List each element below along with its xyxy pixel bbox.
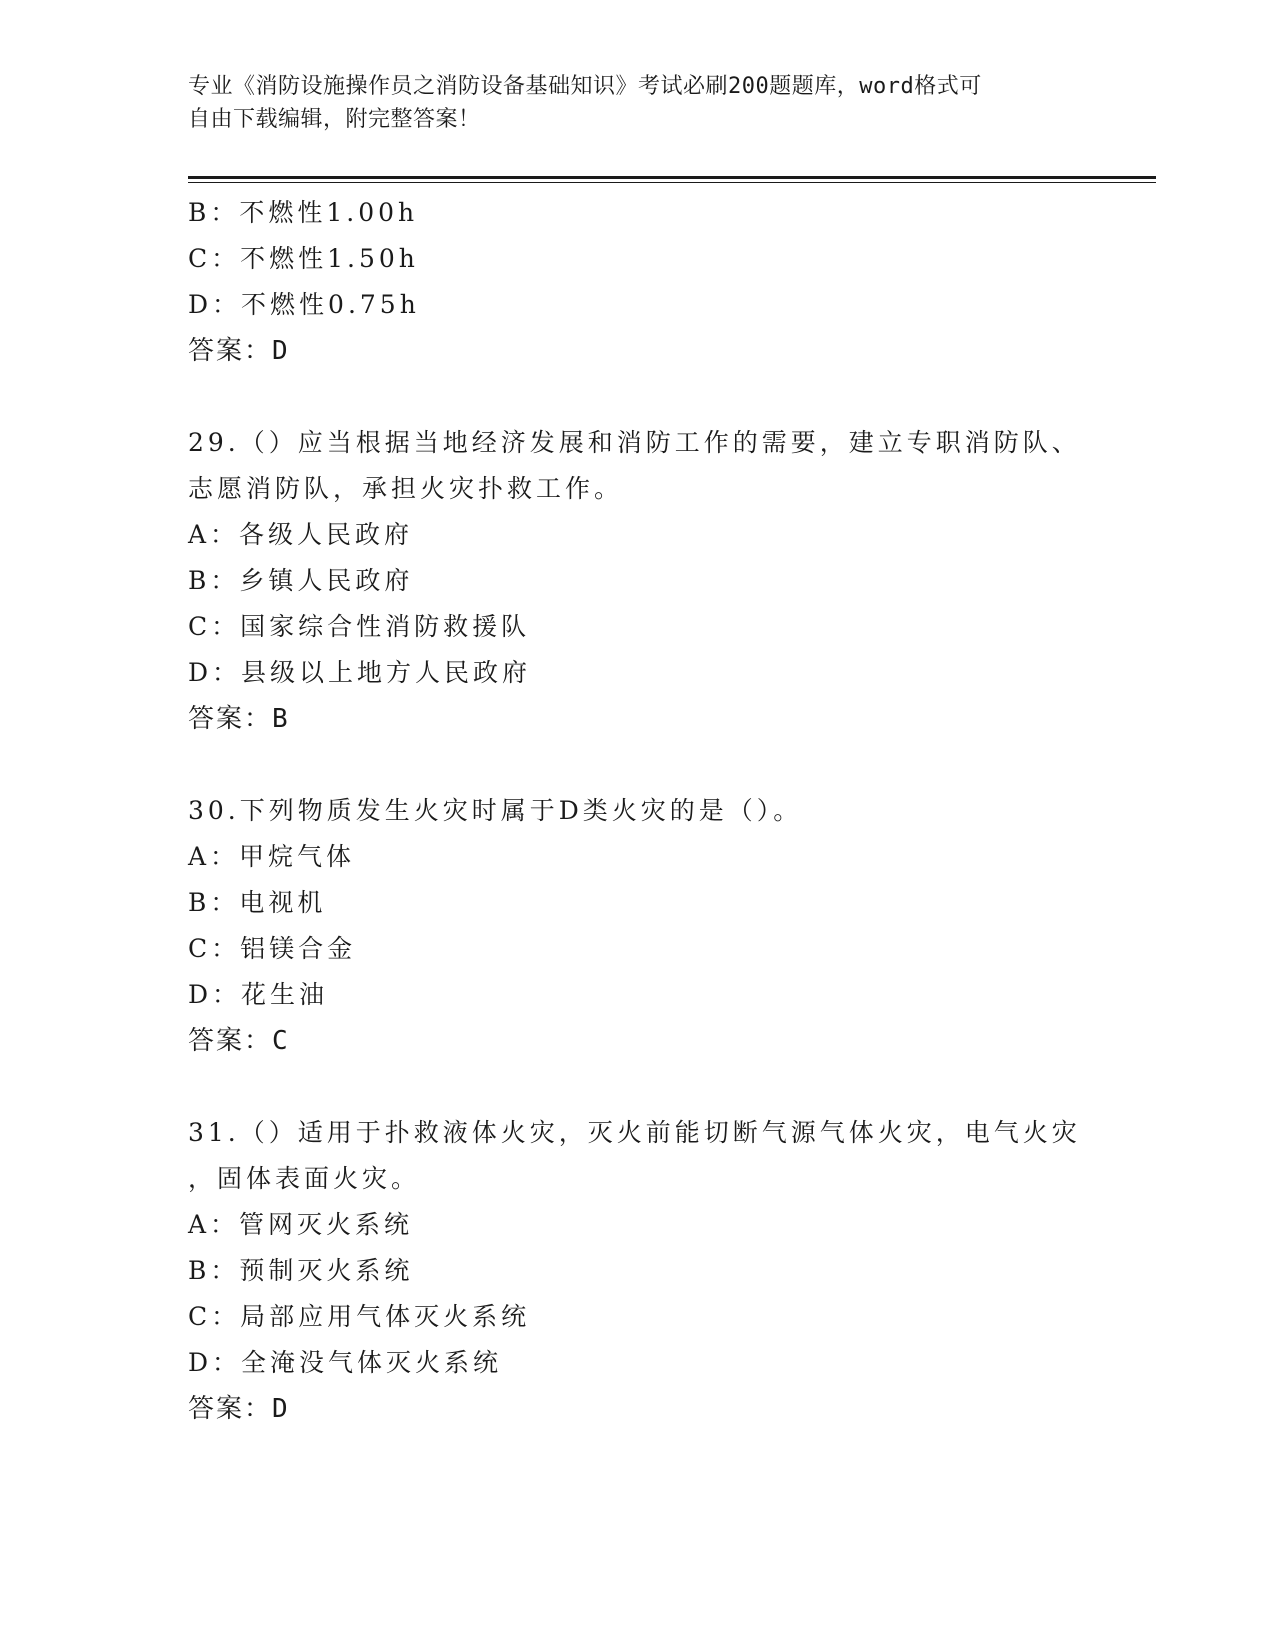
question-30 [188, 788, 1148, 1064]
header-line-2: 自由下载编辑，附完整答案！ [188, 107, 481, 132]
option-line: B：预制灭火系统 [188, 1256, 414, 1285]
option-line: D：全淹没气体灭火系统 [188, 1348, 503, 1377]
option-line: C：国家综合性消防救援队 [188, 612, 531, 641]
spacer [188, 374, 1148, 420]
question-list [188, 190, 1148, 1432]
spacer [188, 742, 1148, 788]
option-line: B：乡镇人民政府 [188, 566, 414, 595]
question-29 [188, 420, 1148, 742]
question-stem: 30.下列物质发生火灾时属于D类火灾的是（）。 [188, 796, 803, 825]
question-stem: 31.（）适用于扑救液体火灾，灭火前能切断气源气体火灾，电气火灾 [188, 1118, 1081, 1147]
option-line: D：花生油 [188, 980, 329, 1009]
question-31 [188, 1110, 1148, 1432]
header-line-1: 专业《消防设施操作员之消防设备基础知识》考试必刷200题题库，word格式可 [188, 74, 982, 99]
question-28-tail [188, 190, 1148, 374]
option-line: A：甲烷气体 [188, 842, 356, 871]
option-line: A：管网灭火系统 [188, 1210, 414, 1239]
option-line: A：各级人民政府 [188, 520, 414, 549]
question-stem: 志愿消防队，承担火灾扑救工作。 [188, 474, 624, 503]
option-line: B：不燃性1.00h [188, 198, 419, 227]
option-line: C：局部应用气体灭火系统 [188, 1302, 531, 1331]
header-rule-thick [188, 176, 1156, 179]
answer-line: 答案：C [188, 1026, 290, 1056]
question-stem: ，固体表面火灾。 [188, 1164, 421, 1193]
document-header [188, 70, 1088, 136]
option-line: B：电视机 [188, 888, 327, 917]
spacer [188, 1064, 1148, 1110]
answer-line: 答案：D [188, 336, 290, 366]
option-line: D：县级以上地方人民政府 [188, 658, 532, 687]
answer-line: 答案：D [188, 1394, 290, 1424]
option-line: C：不燃性1.50h [188, 244, 419, 273]
option-line: D：不燃性0.75h [188, 290, 420, 319]
option-line: C：铝镁合金 [188, 934, 357, 963]
header-rule-thin [188, 182, 1156, 183]
answer-line: 答案：B [188, 704, 290, 734]
question-stem: 29.（）应当根据当地经济发展和消防工作的需要，建立专职消防队、 [188, 428, 1081, 457]
